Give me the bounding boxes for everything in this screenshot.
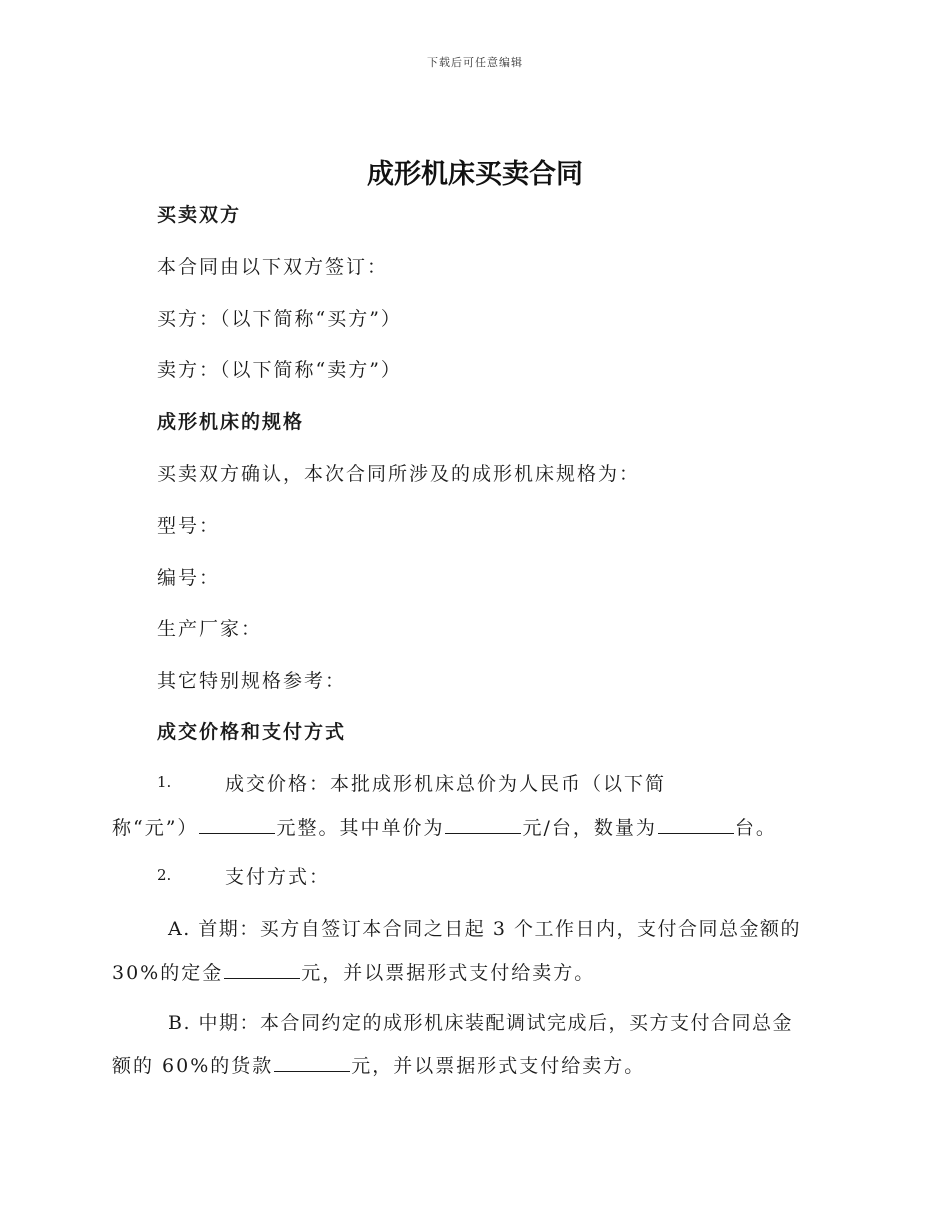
mid-payment-label: 额的 60%的货款 (112, 1055, 274, 1077)
spec-other: 其它特别规格参考： (157, 670, 347, 692)
unit-price-suffix: 元/台，数量为 (522, 817, 657, 839)
buyer-line: 买方：（以下简称“买方”） (157, 308, 402, 330)
payment-mid-line-1: B. 中期：本合同约定的成形机床装配调试完成后，买方支付合同总金 (168, 1012, 794, 1034)
payment-first-line-2 (112, 958, 595, 985)
spec-serial: 编号： (157, 567, 221, 589)
price-line-2 (112, 813, 777, 840)
payment-mid-line-2 (112, 1051, 645, 1078)
item-number-2: 2. (157, 866, 172, 884)
deposit-label: 30%的定金 (112, 962, 224, 984)
mid-payment-suffix: 元，并以票据形式支付给卖方。 (351, 1055, 646, 1077)
deposit-suffix: 元，并以票据形式支付给卖方。 (301, 962, 596, 984)
quantity-suffix: 台。 (734, 817, 777, 839)
total-price-blank[interactable] (199, 817, 275, 834)
item-number-1: 1. (157, 773, 172, 791)
section-heading-specs: 成形机床的规格 (157, 411, 305, 433)
mid-payment-blank[interactable] (274, 1055, 350, 1072)
header-note: 下载后可任意编辑 (427, 56, 523, 69)
seller-line: 卖方：（以下简称“卖方”） (157, 359, 402, 381)
section-heading-price-payment: 成交价格和支付方式 (157, 721, 347, 743)
section-heading-parties: 买卖双方 (157, 204, 242, 226)
price-total-suffix: 元整。其中单价为 (276, 817, 445, 839)
price-line-1: 成交价格：本批成形机床总价为人民币（以下简 (225, 773, 667, 795)
unit-price-blank[interactable] (445, 817, 521, 834)
payment-first-line-1: A. 首期：买方自签订本合同之日起 3 个工作日内，支付合同总金额的 (168, 918, 801, 940)
spec-model: 型号： (157, 515, 221, 537)
quantity-blank[interactable] (658, 817, 734, 834)
payment-method-label: 支付方式： (225, 866, 331, 888)
deposit-blank[interactable] (224, 962, 300, 979)
document-title: 成形机床买卖合同 (367, 159, 583, 190)
spec-manufacturer: 生产厂家： (157, 618, 263, 640)
parties-intro: 本合同由以下双方签订： (157, 256, 389, 278)
specs-intro: 买卖双方确认，本次合同所涉及的成形机床规格为： (157, 463, 641, 485)
price-unit-note: 称“元”） (112, 817, 199, 839)
